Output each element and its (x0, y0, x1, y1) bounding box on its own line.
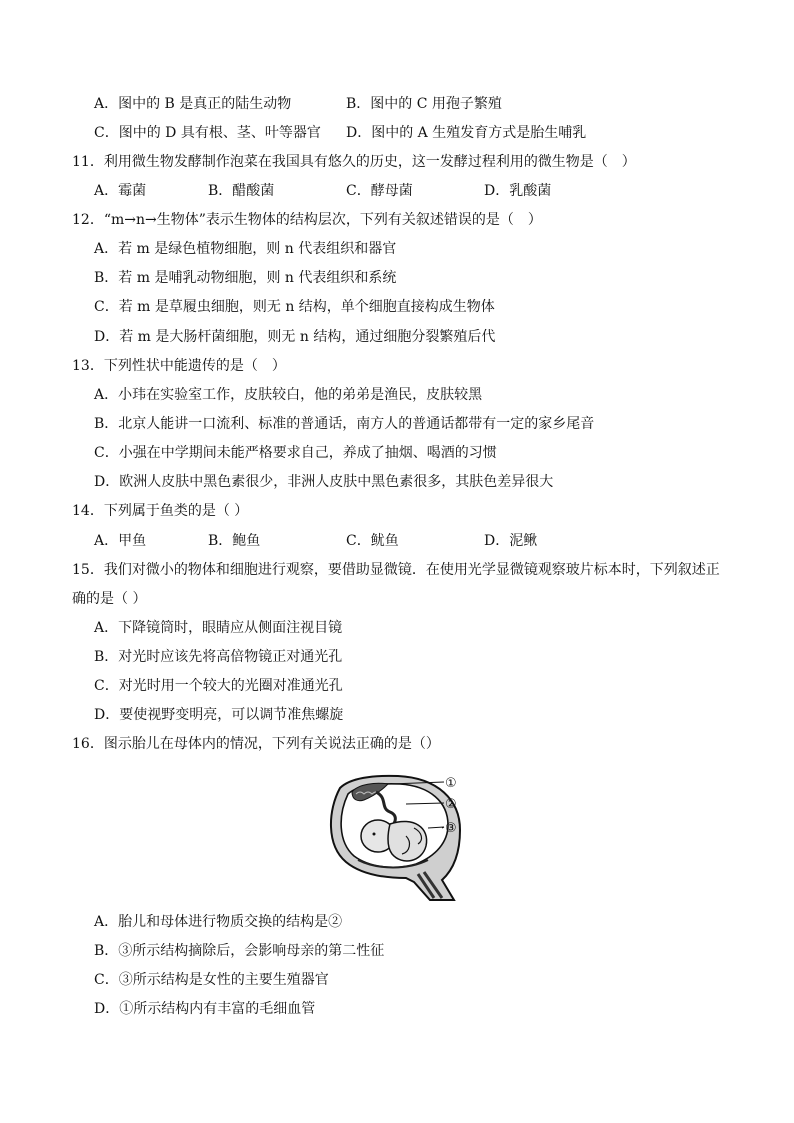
q15-option-a: A．下降镜筒时，眼睛应从侧面注视目镜 (94, 620, 343, 636)
q10-option-a: A．图中的 B 是真正的陆生动物 (94, 96, 292, 112)
q15-stem-line1: 15．我们对微小的物体和细胞进行观察，要借助显微镜．在使用光学显微镜观察玻片标本时，下列叙述正 (72, 562, 720, 578)
q10-option-b: B．图中的 C 用孢子繁殖 (346, 96, 502, 112)
label-2: ② (445, 797, 457, 812)
q11-option-b: B．醋酸菌 (208, 183, 275, 199)
q14-option-c: C．鱿鱼 (346, 533, 399, 549)
q11-option-d: D．乳酸菌 (484, 183, 552, 199)
q16-option-d: D．①所示结构内有丰富的毛细血管 (94, 1001, 316, 1017)
q12-option-b: B．若 m 是哺乳动物细胞，则 n 代表组织和系统 (94, 270, 397, 286)
q11-option-a: A．霉菌 (94, 183, 147, 199)
q14-option-b: B．鲍鱼 (208, 533, 261, 549)
q11-option-c: C．酵母菌 (346, 183, 413, 199)
q14-stem: 14．下列属于鱼类的是（ ） (72, 503, 249, 519)
q12-option-d: D．若 m 是大肠杆菌细胞，则无 n 结构，通过细胞分裂繁殖后代 (94, 329, 496, 345)
q12-option-c: C．若 m 是草履虫细胞，则无 n 结构，单个细胞直接构成生物体 (94, 299, 495, 315)
q10-option-c: C．图中的 D 具有根、茎、叶等器官 (94, 125, 321, 141)
q15-option-d: D．要使视野变明亮，可以调节准焦螺旋 (94, 707, 344, 723)
q10-option-d: D．图中的 A 生殖发育方式是胎生哺乳 (346, 125, 587, 141)
q13-option-b: B．北京人能讲一口流利、标准的普通话，南方人的普通话都带有一定的家乡尾音 (94, 416, 595, 432)
q13-option-c: C．小强在中学期间未能严格要求自己，养成了抽烟、喝酒的习惯 (94, 445, 497, 461)
q15-stem-line2: 确的是（ ） (72, 591, 147, 607)
q14-option-a: A．甲鱼 (94, 533, 147, 549)
q15-option-b: B．对光时应该先将高倍物镜正对通光孔 (94, 649, 343, 665)
q12-option-a: A．若 m 是绿色植物细胞，则 n 代表组织和器官 (94, 241, 397, 257)
label-1: ① (445, 776, 457, 791)
q13-stem: 13．下列性状中能遗传的是（ ） (72, 358, 286, 374)
q14-option-d: D．泥鳅 (484, 533, 538, 549)
q16-stem: 16．图示胎儿在母体内的情况，下列有关说法正确的是（） (72, 736, 440, 752)
label-3: ③ (445, 821, 457, 836)
q15-option-c: C．对光时用一个较大的光圈对准通光孔 (94, 678, 343, 694)
q16-option-b: B．③所示结构摘除后，会影响母亲的第二性征 (94, 943, 385, 959)
q13-option-d: D．欧洲人皮肤中黑色素很少，非洲人皮肤中黑色素很多，其肤色差异很大 (94, 474, 554, 490)
q16-option-a: A．胎儿和母体进行物质交换的结构是② (94, 914, 343, 930)
fetus-in-uterus-figure (318, 770, 478, 905)
q12-stem: 12．“m→n→生物体”表示生物体的结构层次，下列有关叙述错误的是（ ） (72, 212, 542, 228)
q13-option-a: A．小玮在实验室工作，皮肤较白，他的弟弟是渔民，皮肤较黑 (94, 387, 483, 403)
q16-option-c: C．③所示结构是女性的主要生殖器官 (94, 972, 329, 988)
q11-stem: 11．利用微生物发酵制作泡菜在我国具有悠久的历史，这一发酵过程利用的微生物是（ ） (72, 154, 636, 170)
